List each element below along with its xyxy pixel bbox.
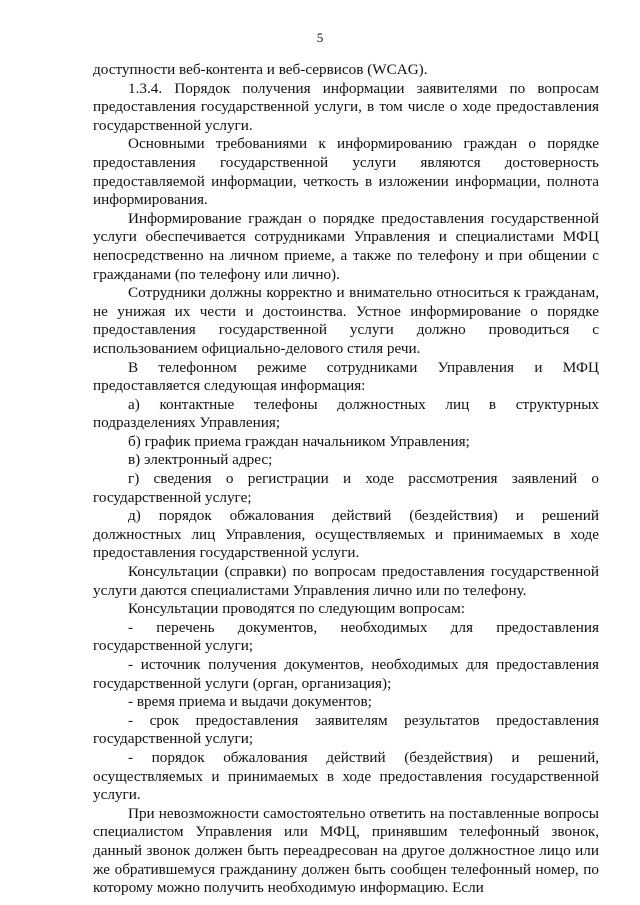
paragraph: Сотрудники должны корректно и внимательно относиться к гражданам, не унижая их чести и достоинства. Устное информирование о порядке предоставления государственной услуги должно проводиться с использованием официально-делового стиля речи. [93, 284, 599, 357]
paragraph: 1.3.4. Порядок получения информации заявителями по вопросам предоставления государственной услуги, в том числе о ходе предоставления государственной услуги. [93, 79, 599, 134]
body-text [93, 61, 599, 898]
list-item: г) сведения о регистрации и ходе рассмотрения заявлений о государственной услуге; [93, 470, 599, 506]
list-item: - срок предоставления заявителям результатов предоставления государственной услуги; [93, 711, 599, 748]
list-item: - перечень документов, необходимых для предоставления государственной услуги; [93, 618, 599, 655]
list-item: - источник получения документов, необходимых для предоставления государственной услуги (орган, организация); [93, 656, 599, 692]
list-item: - порядок обжалования действий (бездействия) и решений, осуществляемых и принимаемых в ходе предоставления государственной услуги. [93, 748, 599, 804]
paragraph: При невозможности самостоятельно ответить на поставленные вопросы специалистом Управления или МФЦ, принявшим телефонный звонок, данный звонок должен быть переадресован на другое должностное лицо или же обратившемуся гражданину должен быть сообщен телефонный номер, по которому можно получить необходимую информацию. Если [93, 804, 599, 897]
paragraph: Основными требованиями к информированию граждан о порядке предоставления государственной услуги являются достоверность предоставляемой информации, четкость в изложении информации, полнота информирования. [93, 135, 599, 209]
list-item: а) контактные телефоны должностных лиц в структурных подразделениях Управления; [93, 395, 599, 432]
paragraph: доступности веб-контента и веб-сервисов (WCAG). [93, 61, 428, 78]
list-item: д) порядок обжалования действий (бездействия) и решений должностных лиц Управления, осуществляемых и принимаемых в ходе предоставления государственной услуги. [93, 507, 599, 562]
list-item: в) электронный адрес; [128, 451, 273, 469]
list-item: б) график приема граждан начальником Управления; [128, 432, 470, 450]
page-number: 5 [316, 30, 324, 45]
paragraph: Консультации проводятся по следующим вопросам: [128, 600, 465, 618]
paragraph: В телефонном режиме сотрудниками Управления и МФЦ предоставляется следующая информация: [93, 358, 599, 395]
paragraph: Информирование граждан о порядке предоставления государственной услуги обеспечивается сотрудниками Управления и специалистами МФЦ непосредственно на личном приеме, а также по телефону и при общении с гражданами (по телефону или лично). [93, 209, 599, 283]
paragraph: Консультации (справки) по вопросам предоставления государственной услуги даются специалистами Управления лично или по телефону. [93, 563, 599, 599]
list-item: - время приема и выдачи документов; [128, 693, 372, 711]
